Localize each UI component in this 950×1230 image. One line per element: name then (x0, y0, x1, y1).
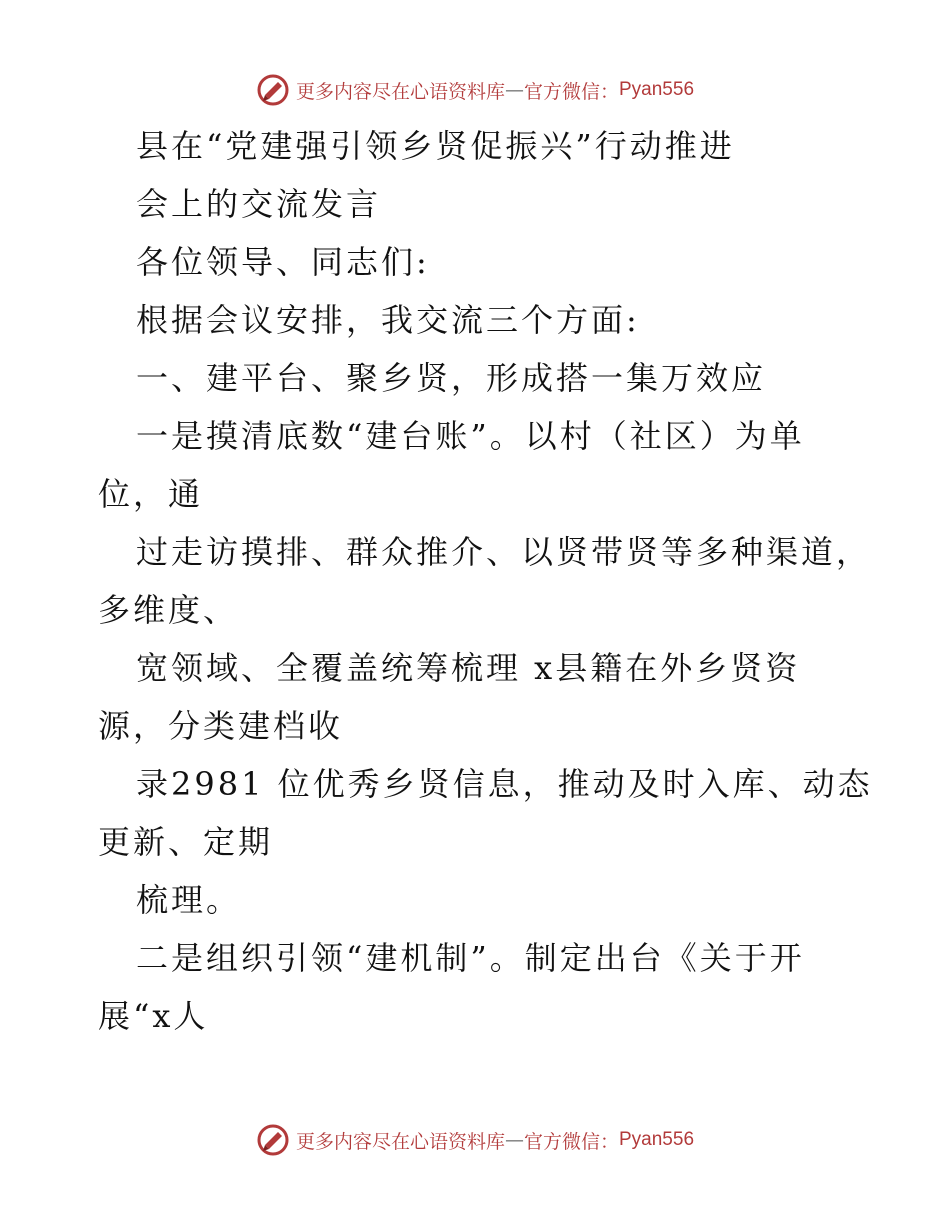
salutation: 各位领导、同志们: (136, 243, 430, 281)
watermark-account: Pyan556 (619, 1129, 695, 1150)
paragraph-line: 二是组织引领“建机制”。制定出台《关于开 (136, 939, 805, 977)
paragraph-line: 过走访摸排、群众推介、以贤带贤等多种渠道， (136, 533, 872, 571)
paragraph-line: 多维度、 (98, 591, 239, 629)
paragraph-line: 源，分类建档收 (98, 707, 344, 745)
watermark-text: 更多内容尽在心语资料库 (295, 1130, 505, 1153)
paragraph-line: 录2981 位优秀乡贤信息，推动及时入库、动态 (136, 765, 873, 803)
header-watermark (0, 70, 950, 110)
section-heading: 一、建平台、聚乡贤，形成搭一集万效应 (136, 359, 767, 397)
paragraph-line: 梳理。 (136, 881, 242, 919)
paragraph-line: 位，通 (98, 475, 204, 513)
document-body (98, 117, 873, 1045)
watermark-label: 官方微信： (523, 80, 619, 103)
paragraph-line: 根据会议安排，我交流三个方面: (136, 301, 640, 339)
watermark-label: 官方微信： (523, 1130, 619, 1153)
watermark-dash: — (504, 1129, 524, 1151)
title-line-2: 会上的交流发言 (136, 185, 382, 223)
brand-logo-icon (256, 1123, 290, 1157)
title-line-1: 县在“党建强引领乡贤促振兴”行动推进 (136, 127, 735, 165)
watermark-account: Pyan556 (619, 79, 695, 100)
footer-watermark (0, 1120, 950, 1160)
brand-logo-icon (256, 73, 290, 107)
paragraph-line: 展“x人 (98, 997, 209, 1035)
watermark-dash: — (504, 79, 524, 101)
paragraph-line: 更新、定期 (98, 823, 274, 861)
paragraph-line: 一是摸清底数“建台账”。以村（社区）为单 (136, 417, 805, 455)
paragraph-line: 宽领域、全覆盖统筹梳理 x县籍在外乡贤资 (136, 649, 801, 687)
watermark-text: 更多内容尽在心语资料库 (295, 80, 505, 103)
